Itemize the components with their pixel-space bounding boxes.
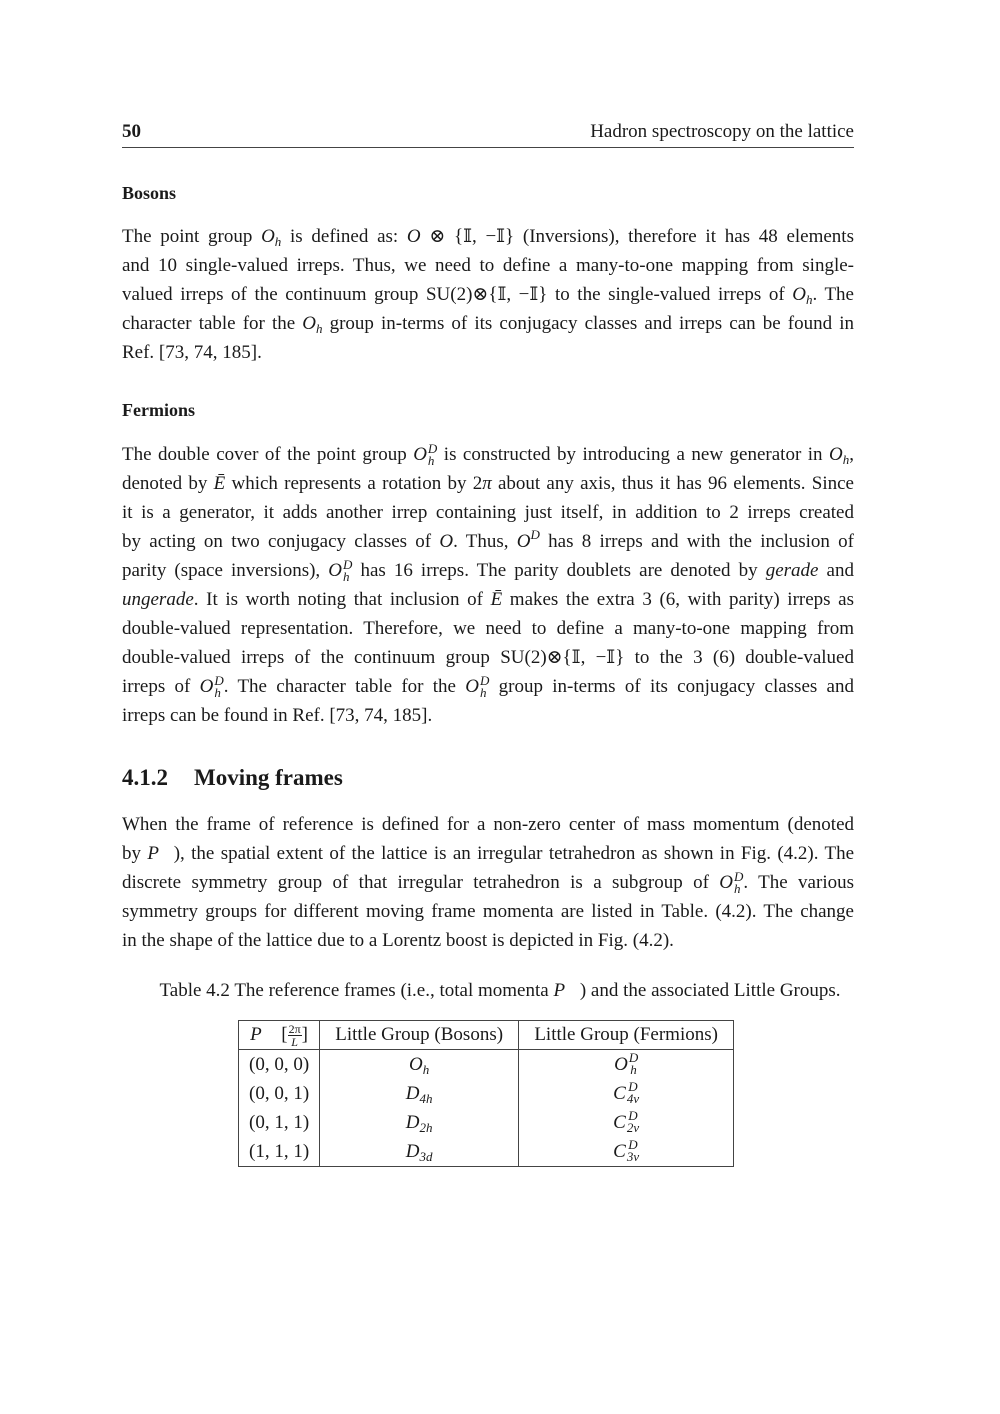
math-base: O [261,226,275,247]
math-symbol [439,531,453,552]
section-heading [122,765,343,791]
text-line [122,222,854,251]
math-subscript: h [342,568,350,584]
math-superscript: D [214,672,224,688]
table-row [239,1079,734,1108]
text-run: irreps can be found in Ref. [73, 74, 185]. [122,705,433,726]
text-line [122,585,854,614]
bosons-paragraph [122,222,854,367]
math-symbol [261,226,281,247]
math-scripts [627,1139,639,1163]
table-caption [0,976,1000,1005]
math-base: D [405,1082,420,1104]
header-momentum: P⃗ [ $\frac{2\pi}{L}$ ] [239,1021,320,1050]
math-scripts [629,1052,638,1076]
math-subscript: h [479,684,487,700]
math-scripts [214,672,224,700]
math-base: C [613,1111,626,1133]
text-run: ⊗ {𝕀, −𝕀} (Inversions), therefore it has 48 elements [420,226,854,247]
table-header-row [239,1021,734,1050]
table-row [239,1108,734,1137]
section-title: Moving frames [194,765,343,790]
text-line [122,469,854,498]
text-run: by [122,843,148,864]
math-superscript: D [342,556,353,572]
math-scripts [427,440,438,468]
math-base: ungerade [122,589,194,610]
text-run: about any axis, thus it has 96 elements. Since [491,473,854,494]
math-symbol [829,444,849,465]
math-symbol [328,556,353,584]
math-symbol [406,1083,433,1104]
math-base: O [413,444,427,465]
math-subscript: h [214,684,221,700]
math-symbol [147,843,173,864]
math-subscript: h [734,880,741,896]
text-run: ), the spatial extent of the lattice is an irregular tetrahedron as shown in Fig. (4.2). The [173,843,855,864]
math-base: O [719,872,733,893]
math-base: O [439,531,454,552]
text-run: it is a generator, it adds another irrep containing just itself, in addition to 2 irreps created [122,502,854,523]
text-run: character table for the [122,313,303,334]
math-symbol [516,527,540,552]
math-base: Ē [490,589,503,610]
math-base: π [482,473,492,494]
math-base: gerade [765,560,819,581]
momentum-cell: (0, 1, 1) [239,1108,320,1137]
math-base: O [302,313,316,334]
text-run: in the shape of the lattice due to a Lorentz boost is depicted in Fig. (4.2). [122,930,674,951]
math-base: C [613,1140,626,1162]
math-symbol [406,1141,433,1162]
math-base: O [792,284,806,305]
math-subscript: h [427,452,435,468]
math-base: O [465,676,479,697]
text-run: parity (space inversions), [122,560,329,581]
text-run: . The [812,284,854,305]
math-scripts [342,556,353,584]
math-subscript: h [630,1062,637,1078]
text-run: has 16 irreps. The parity doublets are denoted by [352,560,766,581]
math-symbol [482,473,492,494]
text-line [122,897,854,926]
math-superscript: D [530,527,540,542]
math-base: O [829,444,843,465]
math-symbol [613,1137,640,1165]
table-row [239,1050,734,1080]
text-line [122,338,854,367]
math-subscript: 2v [626,1120,640,1136]
math-superscript: D [479,672,490,688]
momentum-symbol: P⃗ [250,1024,277,1045]
text-run: double-valued irreps of the continuum group SU(2)⊗{𝕀, −𝕀} to the 3 (6) double-valued [122,647,854,668]
text-line [122,839,854,868]
text-line [122,280,854,309]
momentum-cell: (0, 0, 0) [239,1050,320,1080]
math-symbol [406,1112,433,1133]
fermions-group-cell [519,1108,734,1137]
fermions-heading: Fermions [122,400,195,420]
text-run: irreps of [122,676,200,697]
math-base: P⃗ [147,843,174,864]
math-base: O [614,1053,628,1075]
text-run: denoted by [122,473,214,494]
little-groups-table [238,1020,734,1167]
math-subscript: h [316,321,323,336]
bosons-group-cell [320,1079,519,1108]
math-subscript: h [422,1061,430,1077]
fermions-group-cell [519,1137,734,1167]
header-fermions: Little Group (Fermions) [519,1021,734,1050]
math-symbol [719,868,744,896]
math-base: D [405,1111,420,1133]
bosons-group-cell [320,1137,519,1167]
text-line [122,701,854,730]
text-run: group in-terms of its conjugacy classes and [489,676,854,697]
text-run: discrete symmetry group of that irregular tetrahedron is a subgroup of [122,872,720,893]
math-symbol [413,440,438,468]
header-bosons: Little Group (Bosons) [320,1021,519,1050]
text-run: by acting on two conjugacy classes of [122,531,440,552]
text-run: symmetry groups for different moving frame momenta are listed in Table. (4.2). The change [122,901,854,922]
math-scripts [734,868,744,896]
momentum-cell: (0, 0, 1) [239,1079,320,1108]
text-run: double-valued representation. Therefore, we need to define a many-to-one mapping from [122,618,854,639]
math-base: D [405,1140,420,1162]
text-line [122,810,854,839]
text-run: . The various [743,872,854,893]
math-scripts [627,1110,639,1134]
text-run: which represents a rotation by 2 [225,473,483,494]
text-line [122,440,854,469]
math-base: O [328,560,342,581]
fraction-denominator: L [291,1035,298,1050]
math-superscript: D [628,1108,638,1124]
fermions-paragraph [122,440,854,730]
math-symbol [792,284,812,305]
math-symbol [302,313,322,334]
math-base: C [613,1082,626,1104]
math-symbol [409,1054,429,1075]
math-scripts [627,1081,639,1105]
text-line [122,309,854,338]
text-run: has 8 irreps and with the inclusion of [539,531,854,552]
text-run: Ref. [73, 74, 185]. [122,342,262,363]
math-base: Ē [213,473,226,494]
fermions-group-cell [519,1050,734,1080]
math-subscript: 2h [419,1119,433,1135]
text-run: . The character table for the [223,676,466,697]
math-base: O [516,531,531,552]
math-symbol [214,473,226,494]
text-run: makes the extra 3 (6, with parity) irreps as [502,589,854,610]
text-line [122,926,854,955]
text-line [122,614,854,643]
math-base: O [409,1053,423,1075]
text-run: . Thus, [453,531,517,552]
text-line [122,556,854,585]
text-run: and 10 single-valued irreps. Thus, we need to define a many-to-one mapping from single- [122,255,854,276]
math-superscript: D [427,440,438,456]
math-subscript: 4h [419,1090,433,1106]
section-number: 4.1.2 [122,765,168,790]
text-line [122,643,854,672]
math-subscript: 4v [626,1091,640,1107]
text-run: The point group [122,226,262,247]
math-base: O [199,676,214,697]
math-superscript: D [628,1079,638,1095]
math-subscript: h [805,292,813,307]
text-line [122,672,854,701]
text-run: and [818,560,854,581]
table-row [239,1137,734,1167]
text-run: . It is worth noting that inclusion of [193,589,491,610]
text-run: is constructed by introducing a new generator in [437,444,830,465]
math-symbol [613,1079,640,1107]
page-number: 50 [122,121,141,142]
math-symbol [553,980,579,1001]
text-line [122,868,854,897]
math-superscript: D [734,868,744,884]
text-run: Table 4.2 The reference frames (i.e., total momenta [159,980,554,1001]
math-subscript: 3d [419,1148,433,1164]
math-subscript: h [842,452,850,467]
running-title: Hadron spectroscopy on the lattice [590,121,854,142]
math-symbol [407,226,421,247]
text-run: The double cover of the point group [122,444,414,465]
math-symbol [199,672,224,700]
momentum-cell: (1, 1, 1) [239,1137,320,1167]
text-line [122,527,854,556]
bosons-heading: Bosons [122,183,177,203]
text-run: group in-terms of its conjugacy classes and irreps can be found in [322,313,854,334]
math-scripts [479,672,490,700]
bosons-group-cell [320,1108,519,1137]
text-line [122,251,854,280]
fermions-group-cell [519,1079,734,1108]
math-base: O [406,226,421,247]
fraction [288,1023,302,1048]
text-line [122,498,854,527]
text-run: is defined as: [281,226,407,247]
math-symbol [465,672,490,700]
math-symbol [122,589,194,610]
text-run: ) and the associated Little Groups. [579,980,841,1001]
math-symbol [491,589,503,610]
text-run: When the frame of reference is defined for a non-zero center of mass momentum (denoted [122,814,854,835]
math-symbol [614,1050,639,1078]
text-run: , [849,444,854,465]
math-subscript: 3v [626,1149,640,1165]
math-superscript: D [628,1050,639,1066]
text-run: valued irreps of the continuum group SU(2)⊗{𝕀, −𝕀} to the single-valued irreps of [122,284,793,305]
moving-frames-paragraph [122,810,854,955]
math-symbol [613,1108,640,1136]
math-symbol [766,560,819,581]
fraction-numerator: 2π [288,1022,301,1037]
bosons-group-cell [320,1050,519,1080]
running-header [122,121,854,148]
math-subscript: h [274,234,282,249]
math-base: P⃗ [553,980,580,1001]
math-superscript: D [628,1137,638,1153]
